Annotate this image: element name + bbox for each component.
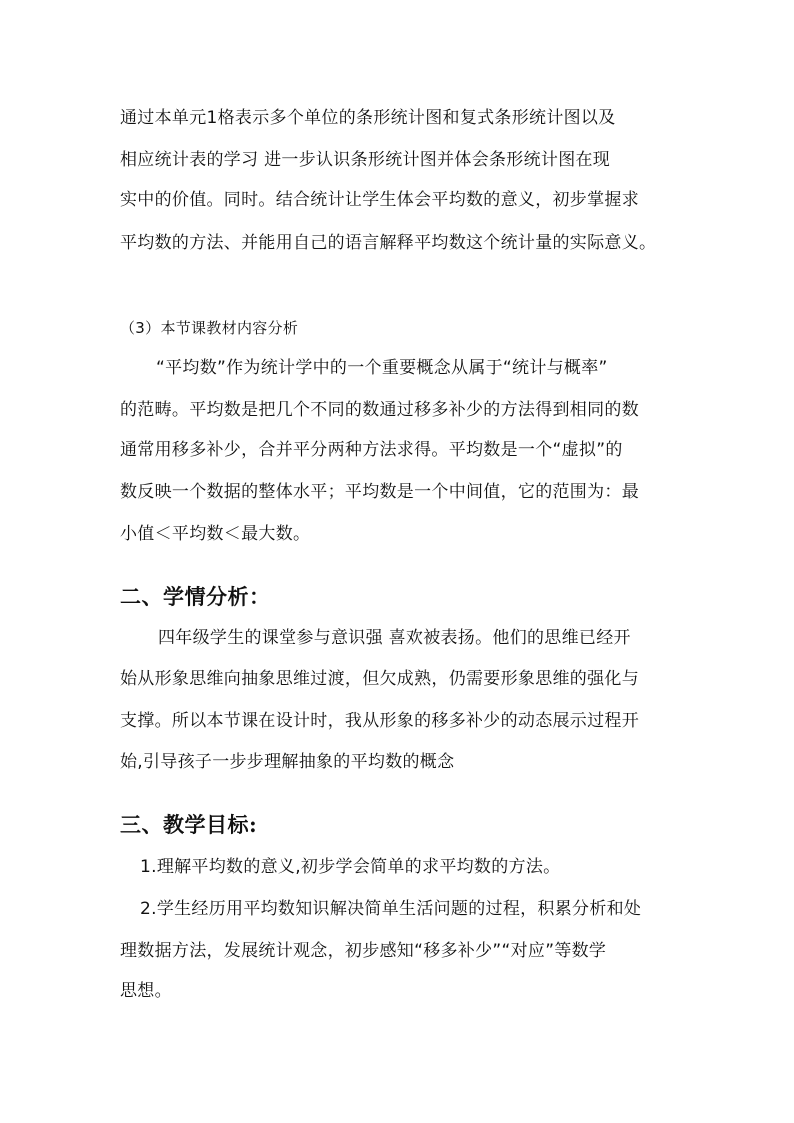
section-3-line-3: 通常用移多补少，合并平分两种方法求得。平均数是一个“虚拟”的 <box>120 440 623 460</box>
teaching-goals-line-1: 1.理解平均数的意义,初步学会简单的求平均数的方法。 <box>140 857 561 877</box>
teaching-goals-line-4: 思想。 <box>120 981 172 1001</box>
learning-analysis-line-1: 四年级学生的课堂参与意识强 喜欢被表扬。他们的思维已经开 <box>158 628 631 648</box>
learning-analysis-line-3: 支撑。所以本节课在设计时，我从形象的移多补少的动态展示过程开 <box>120 711 639 731</box>
intro-line-3: 实中的价值。同时。结合统计让学生体会平均数的意义，初步掌握求 <box>120 190 639 210</box>
teaching-goals-line-3: 理数据方法，发展统计观念，初步感知“移多补少”“对应”等数学 <box>120 941 607 961</box>
section-3-line-1: “平均数”作为统计学中的一个重要概念从属于“统计与概率” <box>156 358 608 378</box>
section-3-line-4: 数反映一个数据的整体水平；平均数是一个中间值，它的范围为：最 <box>120 482 639 502</box>
teaching-goals-line-2: 2.学生经历用平均数知识解决简单生活问题的过程，积累分析和处 <box>140 899 642 919</box>
learning-analysis-line-2: 始从形象思维向抽象思维过渡，但欠成熟，仍需要形象思维的强化与 <box>120 669 639 689</box>
section-3-title: （3）本节课教材内容分析 <box>120 319 299 337</box>
learning-analysis-line-4: 始,引导孩子一步步理解抽象的平均数的概念 <box>120 752 455 772</box>
intro-line-1: 通过本单元1格表示多个单位的条形统计图和复式条形统计图以及 <box>120 108 616 128</box>
section-3-line-5: 小值＜平均数＜最大数。 <box>120 524 311 544</box>
teaching-goals-heading: 三、教学目标: <box>120 812 258 837</box>
learning-analysis-heading: 二、学情分析： <box>120 584 271 609</box>
intro-line-4: 平均数的方法、并能用自己的语言解释平均数这个统计量的实际意义。 <box>120 233 657 253</box>
intro-line-2: 相应统计表的学习 进一步认识条形统计图并体会条形统计图在现 <box>120 150 611 170</box>
section-3-line-2: 的范畴。平均数是把几个不同的数通过移多补少的方法得到相同的数 <box>120 400 639 420</box>
